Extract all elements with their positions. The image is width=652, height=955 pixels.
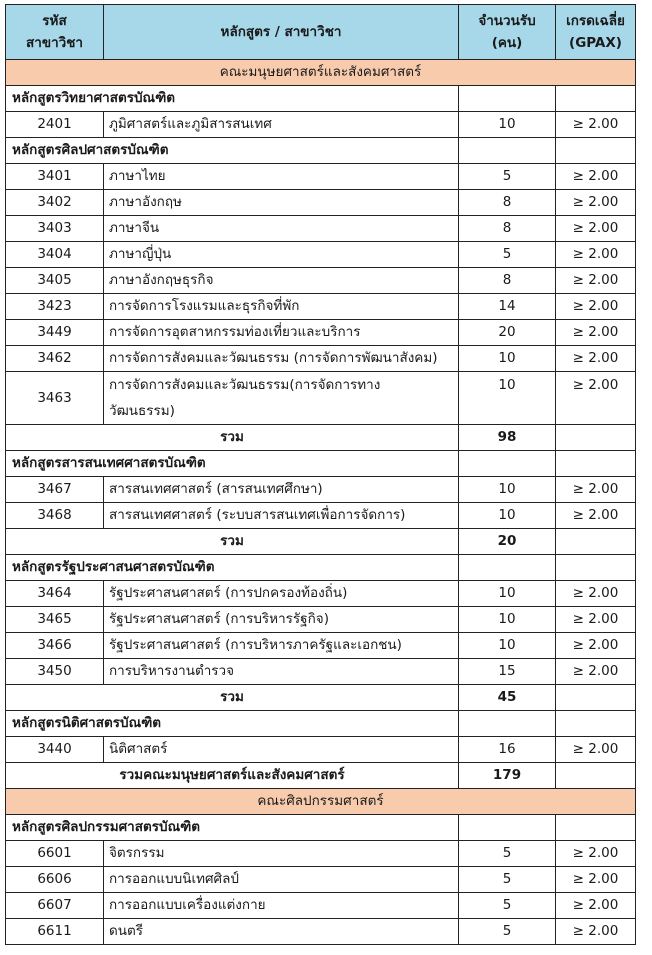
code-cell: 3423 [6,294,104,320]
program-header-row [6,451,636,477]
major-cell: การจัดการสังคมและวัฒนธรรม(การจัดการทาง วัฒนธรรม) [104,372,459,425]
faculty-total-label: รวมคณะมนุษยศาสตร์และสังคมศาสตร์ [6,763,459,789]
subtotal-value: 45 [459,685,556,711]
gpa-cell: ≥ 2.00 [556,346,636,372]
code-cell: 3404 [6,242,104,268]
table-row [6,268,636,294]
gpa-cell: ≥ 2.00 [556,659,636,685]
seats-cell: 5 [459,867,556,893]
subtotal-label: รวม [6,529,459,555]
seats-cell: 10 [459,607,556,633]
seats-cell: 15 [459,659,556,685]
program-header-row [6,86,636,112]
table-row [6,919,636,945]
major-cell: การจัดการอุตสาหกรรมท่องเที่ยวและบริการ [104,320,459,346]
program-header-row [6,815,636,841]
seats-cell: 16 [459,737,556,763]
admission-table [5,4,636,945]
table-row [6,294,636,320]
code-cell: 3449 [6,320,104,346]
code-cell: 3467 [6,477,104,503]
header-gpa: เกรดเฉลี่ย (GPAX) [556,5,636,60]
subtotal-value: 20 [459,529,556,555]
major-cell: ภาษาไทย [104,164,459,190]
gpa-cell: ≥ 2.00 [556,867,636,893]
program-header-row [6,138,636,164]
code-cell: 3465 [6,607,104,633]
gpa-cell: ≥ 2.00 [556,737,636,763]
major-cell: การจัดการโรงแรมและธุรกิจที่พัก [104,294,459,320]
seats-cell: 8 [459,190,556,216]
code-cell: 3403 [6,216,104,242]
table-row [6,893,636,919]
gpa-cell: ≥ 2.00 [556,633,636,659]
gpa-cell: ≥ 2.00 [556,841,636,867]
seats-cell: 10 [459,112,556,138]
faculty-total-value: 179 [459,763,556,789]
gpa-cell: ≥ 2.00 [556,190,636,216]
faculty-name: คณะมนุษยศาสตร์และสังคมศาสตร์ [6,60,636,86]
major-cell: ภาษาญี่ปุ่น [104,242,459,268]
code-cell: 6606 [6,867,104,893]
program-header-row [6,555,636,581]
gpa-cell: ≥ 2.00 [556,503,636,529]
seats-cell: 5 [459,242,556,268]
gpa-cell: ≥ 2.00 [556,607,636,633]
seats-cell: 10 [459,372,556,425]
major-cell: รัฐประศาสนศาสตร์ (การบริหารรัฐกิจ) [104,607,459,633]
program-title: หลักสูตรศิลปกรรมศาสตรบัณฑิต [6,815,459,841]
seats-cell: 20 [459,320,556,346]
table-row [6,320,636,346]
table-row [6,737,636,763]
table-row [6,164,636,190]
code-cell: 3401 [6,164,104,190]
gpa-cell: ≥ 2.00 [556,268,636,294]
major-cell: ภาษาจีน [104,216,459,242]
subtotal-row [6,685,636,711]
gpa-cell: ≥ 2.00 [556,294,636,320]
table-row [6,581,636,607]
table-row [6,477,636,503]
major-cell: จิตรกรรม [104,841,459,867]
gpa-cell: ≥ 2.00 [556,320,636,346]
program-title: หลักสูตรนิติศาสตรบัณฑิต [6,711,459,737]
gpa-cell: ≥ 2.00 [556,372,636,425]
gpa-cell: ≥ 2.00 [556,581,636,607]
seats-cell: 8 [459,216,556,242]
table-row [6,346,636,372]
major-cell: ภาษาอังกฤษธุรกิจ [104,268,459,294]
major-cell: การบริหารงานตำรวจ [104,659,459,685]
code-cell: 3466 [6,633,104,659]
faculty-total-row [6,763,636,789]
code-cell: 3468 [6,503,104,529]
seats-cell: 10 [459,346,556,372]
table-row [6,503,636,529]
gpa-cell: ≥ 2.00 [556,919,636,945]
header-seats: จำนวนรับ (คน) [459,5,556,60]
gpa-cell: ≥ 2.00 [556,242,636,268]
table-row [6,216,636,242]
header-row [6,5,636,60]
code-cell: 3405 [6,268,104,294]
program-title: หลักสูตรสารสนเทศศาสตรบัณฑิต [6,451,459,477]
header-program: หลักสูตร / สาขาวิชา [104,5,459,60]
table-row [6,242,636,268]
code-cell: 3402 [6,190,104,216]
program-title: หลักสูตรวิทยาศาสตรบัณฑิต [6,86,459,112]
table-row [6,372,636,425]
gpa-cell: ≥ 2.00 [556,893,636,919]
gpa-cell: ≥ 2.00 [556,112,636,138]
subtotal-label: รวม [6,425,459,451]
table-row [6,633,636,659]
seats-cell: 10 [459,503,556,529]
code-cell: 6607 [6,893,104,919]
seats-cell: 5 [459,841,556,867]
code-cell: 3450 [6,659,104,685]
major-cell: การจัดการสังคมและวัฒนธรรม (การจัดการพัฒนาสังคม) [104,346,459,372]
faculty-header-row [6,60,636,86]
table-row [6,659,636,685]
program-title: หลักสูตรศิลปศาสตรบัณฑิต [6,138,459,164]
major-cell: นิติศาสตร์ [104,737,459,763]
seats-cell: 10 [459,633,556,659]
subtotal-row [6,425,636,451]
subtotal-label: รวม [6,685,459,711]
seats-cell: 5 [459,164,556,190]
seats-cell: 8 [459,268,556,294]
code-cell: 3462 [6,346,104,372]
code-cell: 6611 [6,919,104,945]
major-cell: การออกแบบนิเทศศิลป์ [104,867,459,893]
program-title: หลักสูตรรัฐประศาสนศาสตรบัณฑิต [6,555,459,581]
seats-cell: 14 [459,294,556,320]
table-row [6,607,636,633]
major-cell: ภูมิศาสตร์และภูมิสารสนเทศ [104,112,459,138]
code-cell: 3464 [6,581,104,607]
admission-table-container [5,4,635,945]
faculty-header-row [6,789,636,815]
code-cell: 3440 [6,737,104,763]
seats-cell: 5 [459,919,556,945]
table-row [6,190,636,216]
gpa-cell: ≥ 2.00 [556,477,636,503]
seats-cell: 10 [459,581,556,607]
faculty-name: คณะศิลปกรรมศาสตร์ [6,789,636,815]
gpa-cell: ≥ 2.00 [556,164,636,190]
seats-cell: 10 [459,477,556,503]
major-cell: สารสนเทศศาสตร์ (สารสนเทศศึกษา) [104,477,459,503]
table-row [6,112,636,138]
code-cell: 2401 [6,112,104,138]
seats-cell: 5 [459,893,556,919]
subtotal-value: 98 [459,425,556,451]
major-cell: การออกแบบเครื่องแต่งกาย [104,893,459,919]
code-cell: 6601 [6,841,104,867]
major-cell: สารสนเทศศาสตร์ (ระบบสารสนเทศเพื่อการจัดการ) [104,503,459,529]
major-cell: รัฐประศาสนศาสตร์ (การปกครองท้องถิ่น) [104,581,459,607]
major-cell: ดนตรี [104,919,459,945]
code-cell: 3463 [6,372,104,425]
subtotal-row [6,529,636,555]
table-row [6,841,636,867]
major-cell: ภาษาอังกฤษ [104,190,459,216]
table-row [6,867,636,893]
header-code: รหัส สาขาวิชา [6,5,104,60]
program-header-row [6,711,636,737]
major-cell: รัฐประศาสนศาสตร์ (การบริหารภาครัฐและเอกชน) [104,633,459,659]
gpa-cell: ≥ 2.00 [556,216,636,242]
